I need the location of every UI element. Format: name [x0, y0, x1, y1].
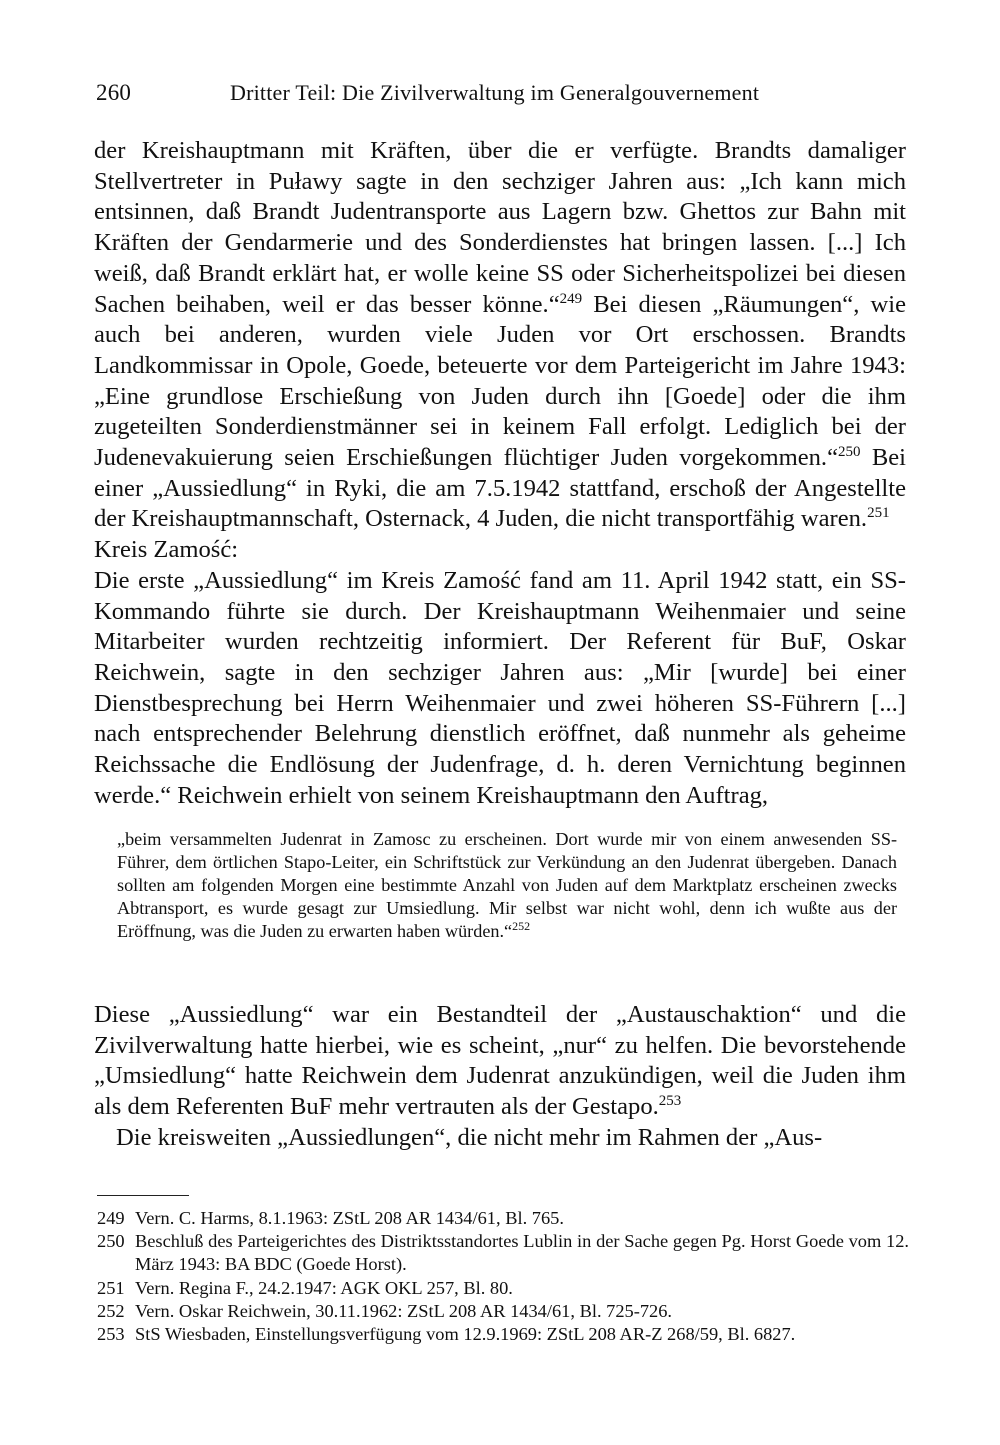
footnote-text: Vern. C. Harms, 8.1.1963: ZStL 208 AR 1434/61, Bl. 765. — [135, 1208, 564, 1228]
paragraph-austauschaktion — [94, 1000, 906, 1123]
footnote-number: 251 — [97, 1277, 125, 1298]
paragraph-kreisweite: Die kreisweiten „Aussiedlungen“, die nicht mehr im Rahmen der „Aus- — [116, 1123, 823, 1151]
footnote-number: 250 — [97, 1231, 125, 1252]
footnotes — [97, 1207, 909, 1346]
paragraph-pulawy — [94, 136, 906, 535]
paragraph-zamosc: Die erste „Aussiedlung“ im Kreis Zamość fand am 11. April 1942 statt, ein SS-Kommando führte sie durch. Der Kreishauptmann Weihenmaier und seine Mitarbeiter wurden rechtzeitig informiert. Der Referent für BuF, Oskar Reichwein, sagte in den sechziger Jahren aus: „Mir [wurde] bei einer Dienstbesprechung bei Herrn Weihenmaier und zwei höheren SS-Führern [...] nach entsprechender Belehrung dienstlich eröffnet, daß nunmehr als geheime Reichssache die Endlösung der Judenfrage, d. h. deren Vernichtung beginnen werde.“ Reichwein erhielt von seinem Kreishauptmann den Auftrag, — [94, 566, 906, 809]
block-quote — [117, 828, 897, 943]
footnote-text: Beschluß des Parteigerichtes des Distriktsstandortes Lublin in der Sache gegen Pg. Horst Goede vom 12. März 1943: BA BDC (Goede Horst). — [135, 1231, 909, 1275]
footnote-text: StS Wiesbaden, Einstellungsverfügung vom 12.9.1969: ZStL 208 AR-Z 268/59, Bl. 6827. — [135, 1324, 796, 1345]
footnote-252 — [97, 1300, 909, 1323]
footnote-number: 252 — [97, 1300, 125, 1321]
paragraph-text: Bei diesen „Räumungen“, wie auch bei anderen, wurden viele Juden vor Ort erschossen. Brandts Landkommissar in Opole, Goede, beteuerte vor dem Parteigericht im Jahre 1943: „Eine grundlose Erschießung von Juden durch ihn [Goede] oder die ihm zugeteilten Sonderdienstmänner sei in keinem Fall erfolgt. Lediglich bei der Judenevakuierung seien Erschießungen flüchtiger Juden vorgekommen.“ — [94, 290, 906, 472]
page-header — [96, 80, 906, 120]
quote-text: „beim versammelten Judenrat in Zamosc zu erscheinen. Dort wurde mir von einem anwesenden SS-Führer, dem örtlichen Stapo-Leiter, ein Schriftstück zur Verkündung an den Judenrat übergeben. Danach sollten am folgenden Morgen eine bestimmte Anzahl von Juden auf dem Marktplatz erscheinen zwecks Abtransport, es wurde gesagt zur Umsiedlung. Mir selbst war nicht wohl, denn ich wußte aus der Eröffnung, was die Juden zu erwarten haben würden.“ — [117, 829, 897, 942]
footnote-250 — [97, 1230, 909, 1276]
footnote-divider — [97, 1195, 189, 1196]
footnote-ref-249: 249 — [559, 290, 583, 307]
footnote-ref-250: 250 — [838, 444, 861, 461]
footnote-ref-251: 251 — [867, 505, 890, 522]
page-number: 260 — [96, 80, 132, 105]
main-text — [94, 136, 906, 811]
paragraph-text: Diese „Aussiedlung“ war ein Bestandteil der „Austauschaktion“ und die Zivilverwaltung hatte hierbei, wie es scheint, „nur“ zu helfen. Die bevorstehende „Umsiedlung“ hatte Reichwein dem Judenrat anzukündigen, weil die Juden ihm als dem Referenten BuF mehr vertrauten als der Gestapo. — [94, 1001, 906, 1121]
footnote-249 — [97, 1207, 909, 1230]
main-text-continued — [94, 1000, 906, 1154]
footnote-251 — [97, 1277, 909, 1300]
footnote-text: Vern. Regina F., 24.2.1947: AGK OKL 257, Bl. 80. — [135, 1277, 513, 1298]
paragraph-text: Bei einer „Aussiedlung“ in Ryki, die am 7.5.1942 stattfand, erschoß der Angestellte der Kreishauptmannschaft, Osternack, 4 Juden, die nicht transportfähig waren. — [94, 444, 906, 533]
footnote-text: Vern. Oskar Reichwein, 30.11.1962: ZStL 208 AR 1434/61, Bl. 725-726. — [135, 1300, 673, 1321]
footnote-number: 249 — [97, 1208, 125, 1228]
paragraph-text: der Kreishauptmann mit Kräften, über die er verfügte. Brandts damaliger Stellvertreter in Puławy sagte in den sechziger Jahren aus: „Ich kann mich entsinnen, daß Brandt Judentransporte aus Lagern bzw. Ghettos zur Bahn mit Kräften der Gendarmerie und des Sonderdienstes hat bringen lassen. [...] Ich weiß, daß Brandt erklärt hat, er wolle keine SS oder Sicherheitspolizei bei diesen Sachen beihaben, weil er das besser könne.“ — [94, 137, 906, 318]
footnote-ref-252: 252 — [512, 919, 531, 934]
footnote-253 — [97, 1323, 909, 1346]
footnote-number: 253 — [97, 1324, 125, 1345]
section-heading-kreis-zamosc: Kreis Zamość: — [94, 536, 239, 564]
footnote-ref-253: 253 — [658, 1093, 682, 1110]
running-title: Dritter Teil: Die Zivilverwaltung im Generalgouvernement — [230, 80, 760, 105]
